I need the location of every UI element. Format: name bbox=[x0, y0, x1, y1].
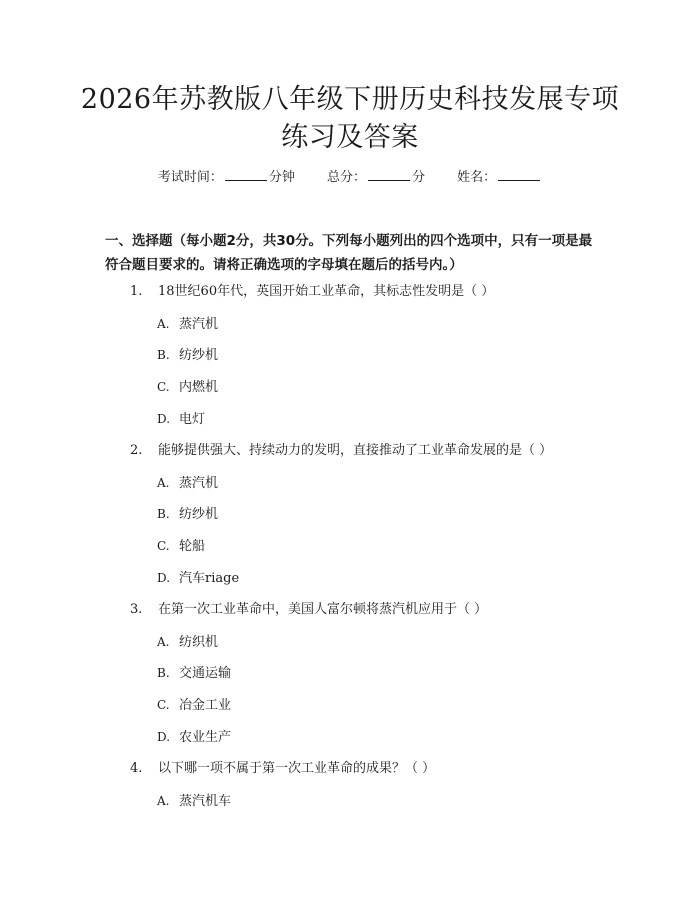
option-text: 农业生产 bbox=[179, 730, 232, 745]
option-item bbox=[157, 663, 231, 684]
option-text: 内燃机 bbox=[179, 380, 219, 395]
document-title-line1: 2026年苏教版八年级下册历史科技发展专项 bbox=[80, 84, 620, 115]
option-item bbox=[157, 314, 218, 335]
option-letter: B. bbox=[157, 507, 170, 521]
option-letter: C. bbox=[157, 380, 170, 394]
option-text: 蒸汽机车 bbox=[179, 794, 232, 809]
option-text: 蒸汽机 bbox=[179, 317, 219, 332]
student-name-label: 姓名： bbox=[457, 170, 497, 185]
option-item bbox=[157, 695, 231, 716]
option-letter: C. bbox=[157, 698, 170, 712]
question-text: 以下哪一项不属于第一次工业革命的成果？（ ） bbox=[158, 761, 436, 776]
question-text: 能够提供强大、持续动力的发明，直接推动了工业革命发展的是（ ） bbox=[158, 443, 553, 458]
exam-time-blank bbox=[225, 168, 267, 181]
question-item bbox=[130, 600, 487, 620]
option-letter: D. bbox=[157, 730, 171, 744]
option-text: 纺纱机 bbox=[179, 348, 219, 363]
option-item bbox=[157, 409, 205, 430]
student-name-field bbox=[457, 168, 542, 188]
option-item bbox=[157, 568, 239, 589]
total-score-field bbox=[327, 168, 425, 188]
student-name-blank bbox=[498, 168, 540, 181]
question-item bbox=[130, 282, 494, 302]
question-number: 1. bbox=[130, 284, 143, 299]
question-item bbox=[130, 441, 552, 461]
exam-meta bbox=[0, 168, 700, 188]
question-text: 18世纪60年代，英国开始工业革命，其标志性发明是（ ） bbox=[158, 284, 495, 299]
option-item bbox=[157, 632, 218, 653]
option-item bbox=[157, 727, 231, 748]
total-score-blank bbox=[368, 168, 410, 181]
option-letter: D. bbox=[157, 571, 171, 585]
option-item bbox=[157, 504, 218, 525]
document-title-line2: 练习及答案 bbox=[281, 122, 419, 153]
option-text: 纺纱机 bbox=[179, 507, 219, 522]
option-item bbox=[157, 536, 205, 557]
option-letter: C. bbox=[157, 539, 170, 553]
option-text: 冶金工业 bbox=[179, 698, 232, 713]
question-number: 4. bbox=[130, 761, 143, 776]
exam-time-field bbox=[158, 168, 295, 188]
option-letter: B. bbox=[157, 666, 170, 680]
question-number: 3. bbox=[130, 602, 143, 617]
question-item bbox=[130, 759, 435, 779]
option-letter: A. bbox=[157, 476, 170, 490]
option-text: 电灯 bbox=[179, 412, 206, 427]
option-item bbox=[157, 473, 218, 494]
total-score-unit: 分 bbox=[412, 170, 426, 185]
exam-time-unit: 分钟 bbox=[268, 170, 295, 185]
option-text: 蒸汽机 bbox=[179, 476, 219, 491]
option-text: 交通运输 bbox=[179, 666, 232, 681]
option-text: 纺织机 bbox=[179, 635, 219, 650]
option-item bbox=[157, 377, 218, 398]
section-heading-choice: 一、选择题（每小题2分，共30分。下列每小题列出的四个选项中，只有一项是最符合题目要求的。请将正确选项的字母填在题后的括号内。） bbox=[105, 233, 593, 273]
option-letter: A. bbox=[157, 317, 170, 331]
option-letter: A. bbox=[157, 794, 170, 808]
question-text: 在第一次工业革命中，美国人富尔顿将蒸汽机应用于（ ） bbox=[158, 602, 488, 617]
option-letter: D. bbox=[157, 412, 171, 426]
option-letter: A. bbox=[157, 635, 170, 649]
exam-time-label: 考试时间： bbox=[157, 170, 223, 185]
option-letter: B. bbox=[157, 348, 170, 362]
option-text: 轮船 bbox=[179, 539, 206, 554]
option-item bbox=[157, 791, 231, 812]
option-item bbox=[157, 345, 218, 366]
total-score-label: 总分： bbox=[326, 170, 366, 185]
option-text: 汽车riage bbox=[179, 571, 240, 586]
question-number: 2. bbox=[130, 443, 143, 458]
